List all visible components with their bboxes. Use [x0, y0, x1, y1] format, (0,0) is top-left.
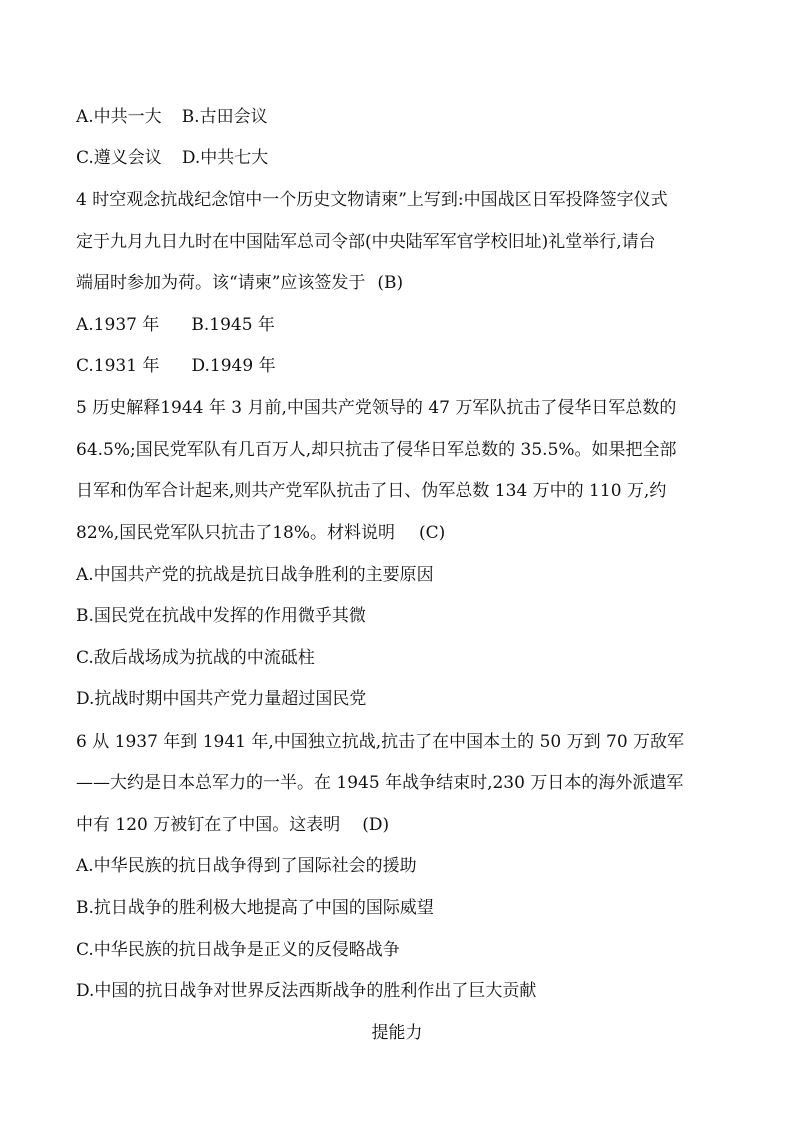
q4-answer: (B) — [377, 273, 404, 293]
q6-option-a: A.中华民族的抗日战争得到了国际社会的援助 — [76, 856, 417, 876]
q3-option-d: D.中共七大 — [181, 148, 269, 168]
q4-stem-line-1: 4 时空观念抗战纪念馆中一个历史文物请柬”上写到:中国战区日军投降签字仪式 — [76, 190, 668, 210]
section-title: 提能力 — [371, 1023, 423, 1043]
q4-option-a: A.1937 年 — [76, 315, 160, 335]
q4-options-row-1 — [76, 314, 275, 336]
q5-stem-line-2: 64.5%;国民党军队有几百万人,却只抗击了侵华日军总数的 35.5%。如果把全部 — [76, 440, 677, 460]
q4-stem-line-2: 定于九月九日九时在中国陆军总司令部(中央陆军军官学校旧址)礼堂举行,请台 — [76, 232, 656, 252]
q3-options-row-2 — [76, 147, 268, 169]
q4-option-c: C.1931 年 — [76, 356, 160, 376]
q5-stem-text: 82%,国民党军队只抗击了18%。材料说明 — [76, 523, 395, 543]
q6-stem-text: 中有 120 万被钉在了中国。这表明 — [76, 815, 341, 835]
q5-option-c: C.敌后战场成为抗战的中流砥柱 — [76, 648, 315, 668]
q6-option-c: C.中华民族的抗日战争是正义的反侵略战争 — [76, 940, 400, 960]
q3-option-c: C.遵义会议 — [76, 148, 162, 168]
q5-option-b: B.国民党在抗战中发挥的作用微乎其微 — [76, 606, 366, 626]
q4-option-d: D.1949 年 — [191, 356, 276, 376]
q4-option-b: B.1945 年 — [191, 315, 275, 335]
q4-options-row-2 — [76, 355, 276, 377]
q6-option-b: B.抗日战争的胜利极大地提高了中国的国际威望 — [76, 898, 434, 918]
q5-stem-line-4 — [76, 522, 445, 544]
q6-stem-line-2: ——大约是日本总军力的一半。在 1945 年战争结束时,230 万日本的海外派遣军 — [76, 773, 684, 793]
q6-stem-line-3 — [76, 814, 389, 836]
q5-stem-line-3: 日军和伪军合计起来,则共产党军队抗击了日、伪军总数 134 万中的 110 万,约 — [76, 481, 667, 501]
q6-stem-line-1: 6 从 1937 年到 1941 年,中国独立抗战,抗击了在中国本土的 50 万到 70 万敌军 — [76, 732, 685, 752]
q3-options-row-1 — [76, 106, 268, 128]
q5-option-a: A.中国共产党的抗战是抗日战争胜利的主要原因 — [76, 565, 434, 585]
q4-stem-line-3 — [76, 272, 403, 294]
q4-stem-text: 端届时参加为荷。该“请柬”应该签发于 — [76, 273, 366, 293]
q5-option-d: D.抗战时期中国共产党力量超过国民党 — [76, 689, 367, 709]
q5-answer: (C) — [418, 523, 446, 543]
q6-answer: (D) — [362, 815, 390, 835]
q3-option-b: B.古田会议 — [181, 107, 268, 127]
q6-option-d: D.中国的抗日战争对世界反法西斯战争的胜利作出了巨大贡献 — [76, 981, 537, 1001]
q3-option-a: A.中共一大 — [76, 107, 162, 127]
q5-stem-line-1: 5 历史解释1944 年 3 月前,中国共产党领导的 47 万军队抗击了侵华日军总数的 — [76, 398, 677, 418]
